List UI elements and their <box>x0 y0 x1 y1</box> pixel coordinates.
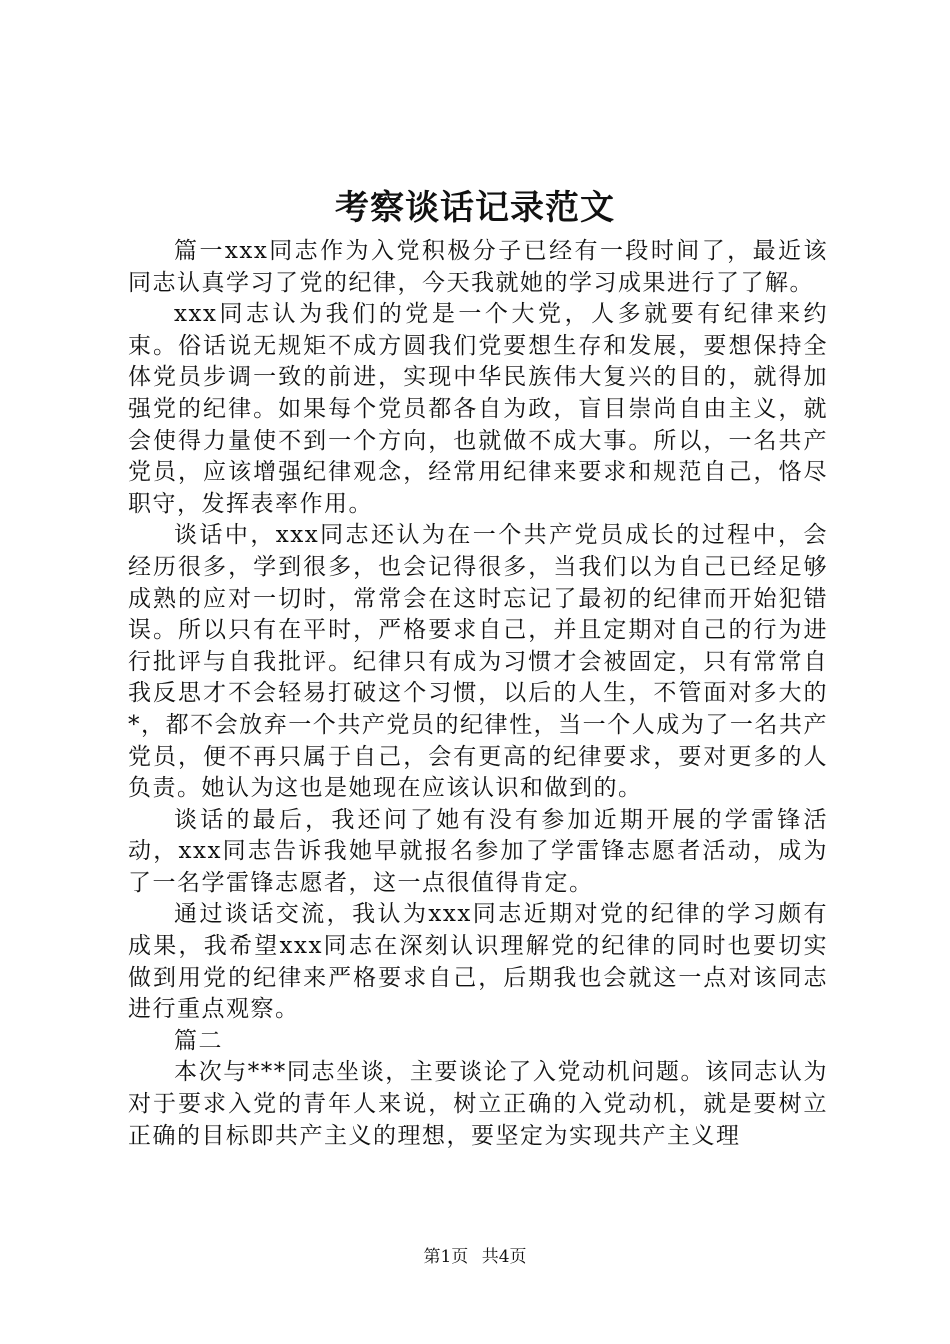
paragraph: 篇一xxx同志作为入党积极分子已经有一段时间了，最近该同志认真学习了党的纪律，今天我就她的学习成果进行了了解。 <box>128 238 828 296</box>
page-total: 共4页 <box>481 1247 527 1267</box>
section-heading: 篇二 <box>174 1027 223 1054</box>
page-number: 第1页 <box>423 1247 469 1267</box>
paragraph: xxx同志认为我们的党是一个大党，人多就要有纪律来约束。俗话说无规矩不成方圆我们党要想生存和发展，要想保持全体党员步调一致的前进，实现中华民族伟大复兴的目的，就得加强党的纪律。如果每个党员都各自为政，盲目崇尚自由主义，就会使得力量使不到一个方向，也就做不成大事。所以，一名共产党员，应该增强纪律观念，经常用纪律来要求和规范自己，恪尽职守，发挥表率作用。 <box>128 301 828 517</box>
paragraph: 谈话的最后，我还问了她有没有参加近期开展的学雷锋活动，xxx同志告诉我她早就报名参加了学雷锋志愿者活动，成为了一名学雷锋志愿者，这一点很值得肯定。 <box>128 806 828 896</box>
paragraph: 本次与***同志坐谈，主要谈论了入党动机问题。该同志认为对于要求入党的青年人来说，树立正确的入党动机，就是要树立正确的目标即共产主义的理想，要坚定为实现共产主义理 <box>128 1059 828 1149</box>
document-title: 考察谈话记录范文 <box>335 188 615 228</box>
document-body <box>128 236 828 1152</box>
page-footer <box>0 1245 950 1269</box>
paragraph: 通过谈话交流，我认为xxx同志近期对党的纪律的学习颇有成果，我希望xxx同志在深刻认识理解党的纪律的同时也要切实做到用党的纪律来严格要求自己，后期我也会就这一点对该同志进行重点观察。 <box>128 901 828 1023</box>
paragraph: 谈话中，xxx同志还认为在一个共产党员成长的过程中，会经历很多，学到很多，也会记得很多，当我们以为自己已经足够成熟的应对一切时，常常会在这时忘记了最初的纪律而开始犯错误。所以只有在平时，严格要求自己，并且定期对自己的行为进行批评与自我批评。纪律只有成为习惯才会被固定，只有常常自我反思才不会轻易打破这个习惯，以后的人生，不管面对多大的*，都不会放弃一个共产党员的纪律性，当一个人成为了一名共产党员，便不再只属于自己，会有更高的纪律要求，要对更多的人负责。她认为这也是她现在应该认识和做到的。 <box>128 522 828 802</box>
